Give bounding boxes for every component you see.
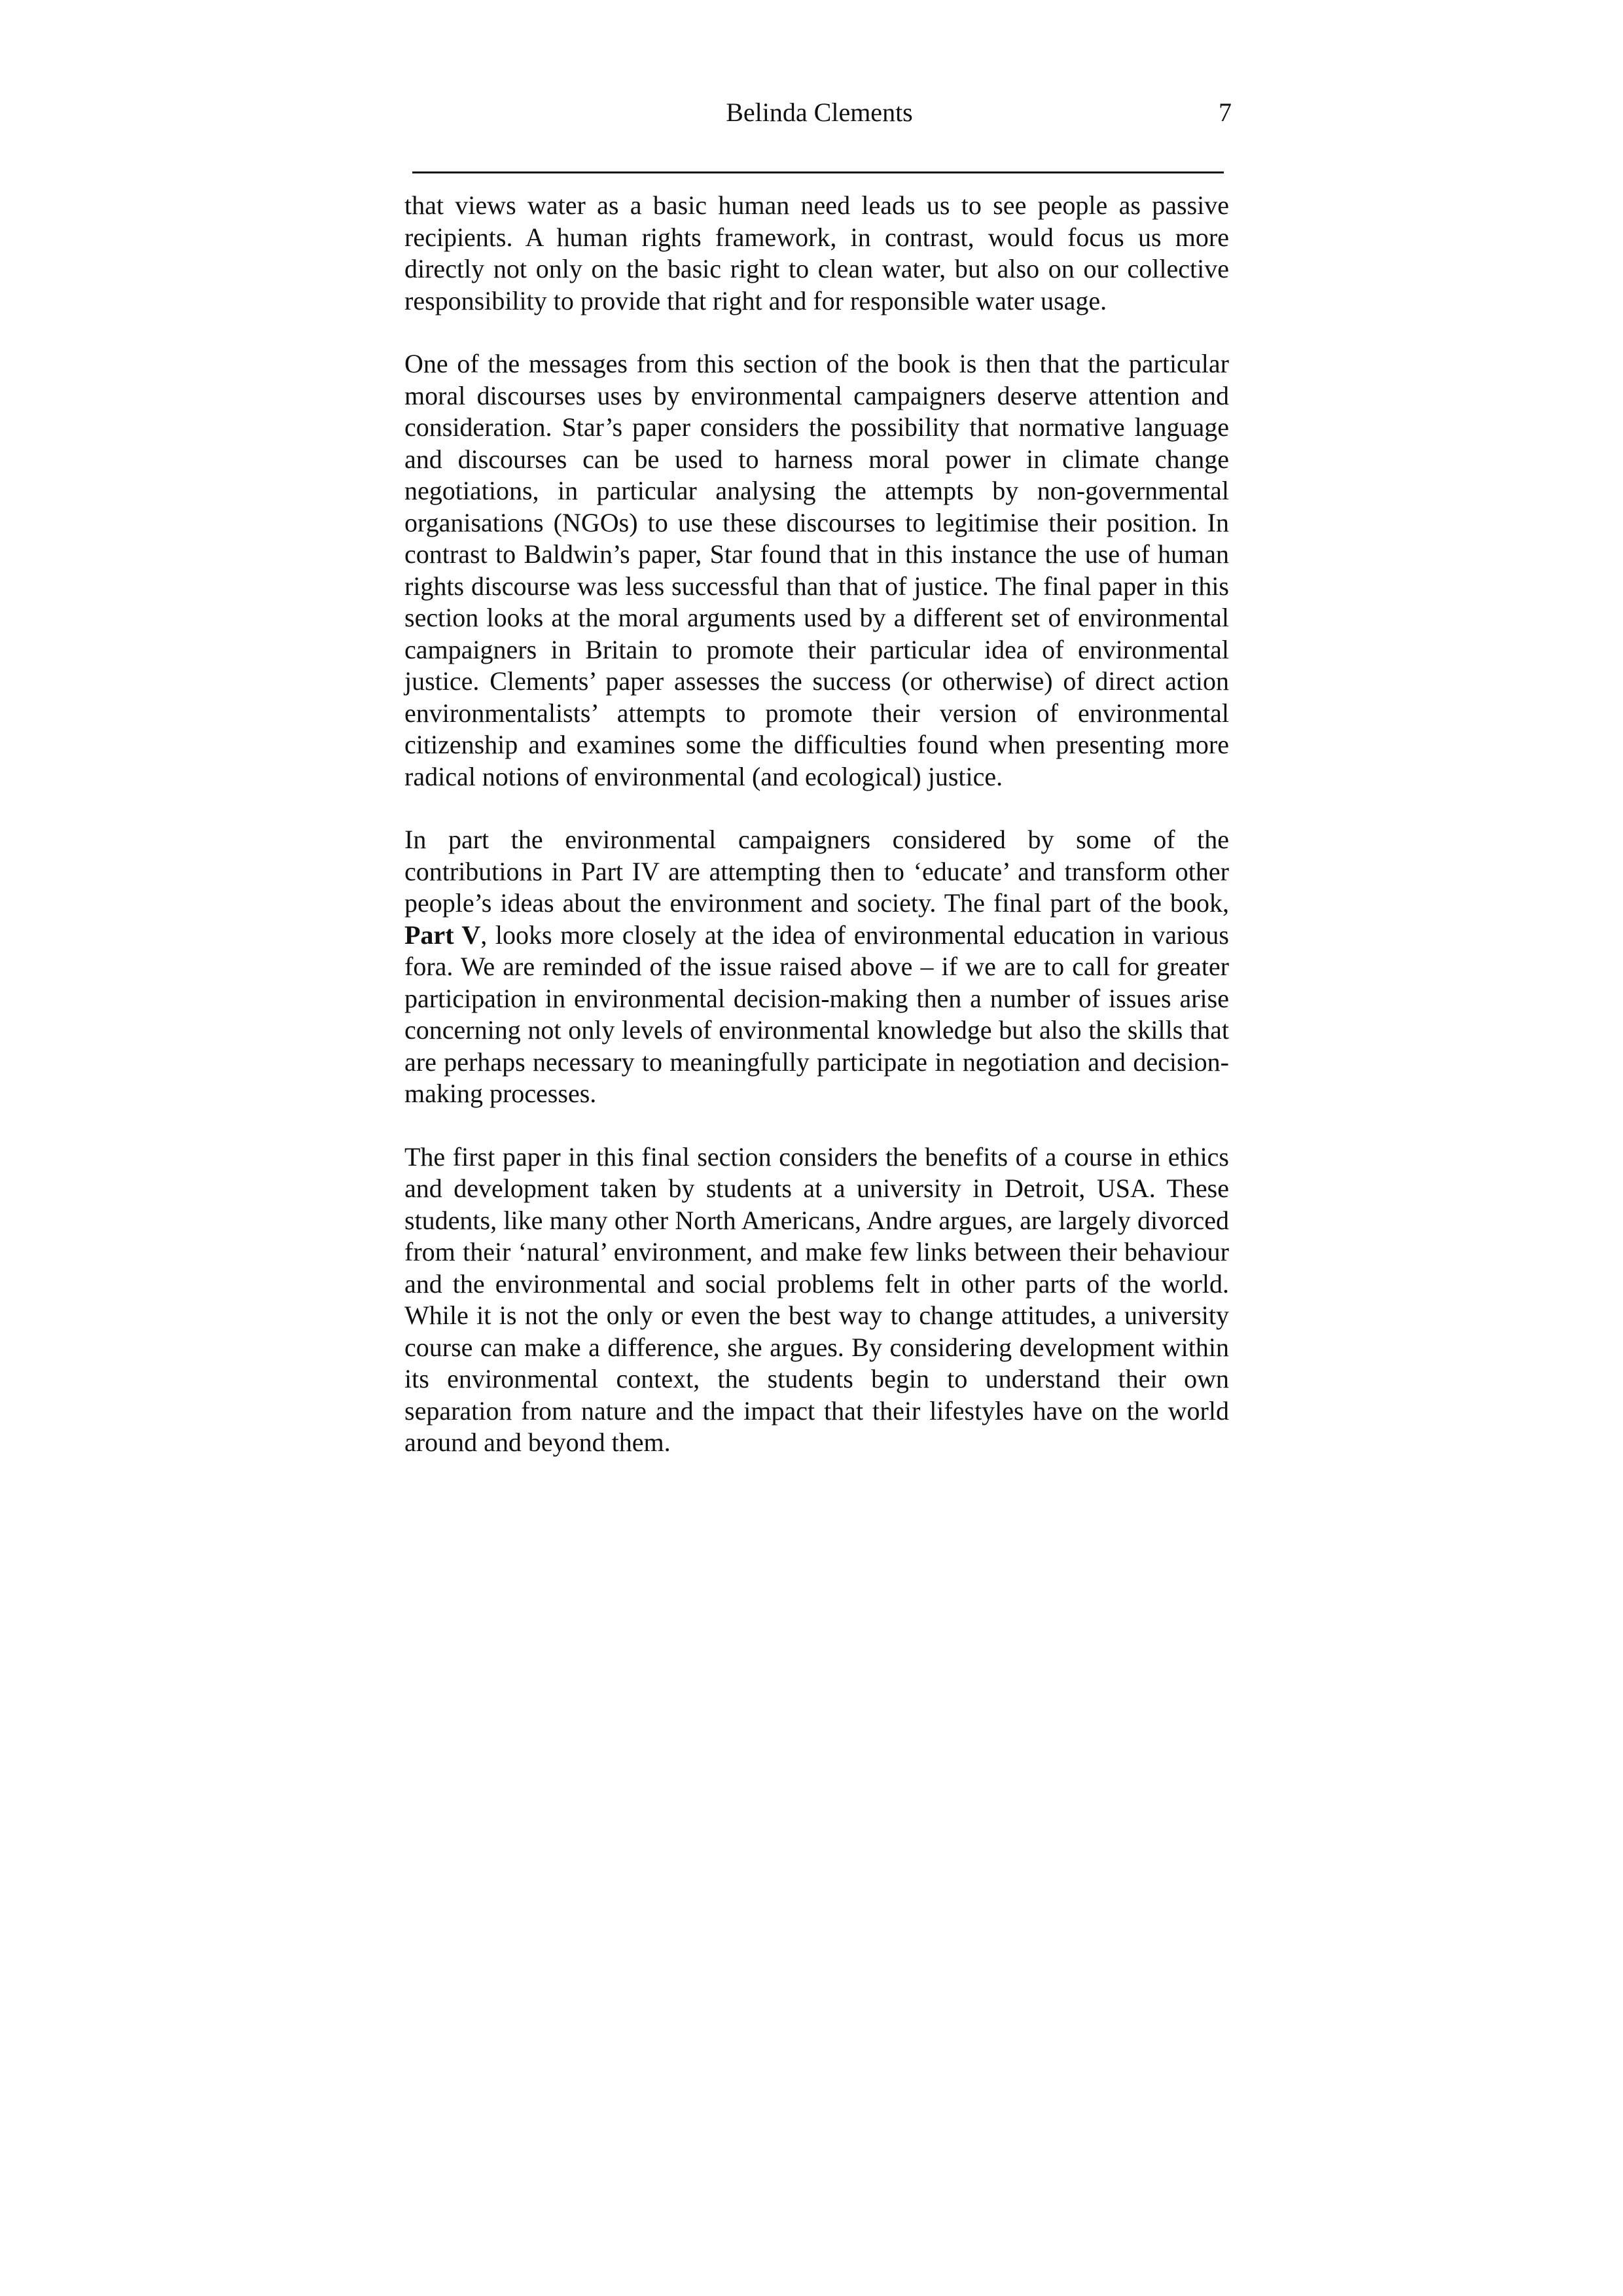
- paragraph-part-v: [404, 824, 1229, 1110]
- paragraph-water-rights: that views water as a basic human need leads us to see people as passive recipients. A human rights framework, in contrast, would focus us more directly not only on the basic right to clean water, but also on our collective responsibility to provide that right and for responsible water usage.: [404, 190, 1229, 315]
- paragraph-part-v-before: In part the environmental campaigners considered by some of the contributions in Part IV are attempting then to ‘educate’ and transform other people’s ideas about the environment and society. The final part of the book,: [404, 825, 1229, 918]
- header-divider: [412, 171, 1224, 173]
- paragraph-part-v-after: , looks more closely at the idea of environmental education in various fora. We are reminded of the issue raised above – if we are to call for greater participation in environmental decision-making then a number of issues arise concerning not only levels of environmental knowledge but also the skills that are perhaps necessary to meaningfully participate in negotiation and decision-making processes.: [404, 920, 1230, 1108]
- page-number: 7: [1219, 98, 1232, 127]
- paragraph-ethics-course: The first paper in this final section considers the benefits of a course in ethics and development taken by students at a university in Detroit, USA. These students, like many other North Americans, Andre argues, are largely divorced from their ‘natural’ environment, and make few links between their behaviour and the environmental and social problems felt in other parts of the world. While it is not the only or even the best way to change attitudes, a university course can make a difference, she argues. By considering development within its environmental context, the students begin to understand their own separation from nature and the impact that their lifestyles have on the world around and beyond them.: [404, 1141, 1229, 1457]
- running-head-author: Belinda Clements: [726, 98, 913, 127]
- part-v-emphasis: Part V: [404, 920, 481, 950]
- paragraph-moral-discourses: One of the messages from this section of the book is then that the particular moral discourses uses by environmental campaigners deserve attention and consideration. Star’s paper considers the possibility that normative language and discourses can be used to harness moral power in climate change negotiations, in particular analysing the attempts by non-governmental organisations (NGOs) to use these discourses to legitimise their position. In contrast to Baldwin’s paper, Star found that in this instance the use of human rights discourse was less successful than that of justice. The final paper in this section looks at the moral arguments used by a different set of environmental campaigners in Britain to promote their particular idea of environmental justice. Clements’ paper assesses the success (or otherwise) of direct action environmentalists’ attempts to promote their version of environmental citizenship and examines some the difficulties found when presenting more radical notions of environmental (and ecological) justice.: [404, 349, 1229, 791]
- body-text: [404, 190, 1229, 1459]
- running-head: [407, 93, 1232, 132]
